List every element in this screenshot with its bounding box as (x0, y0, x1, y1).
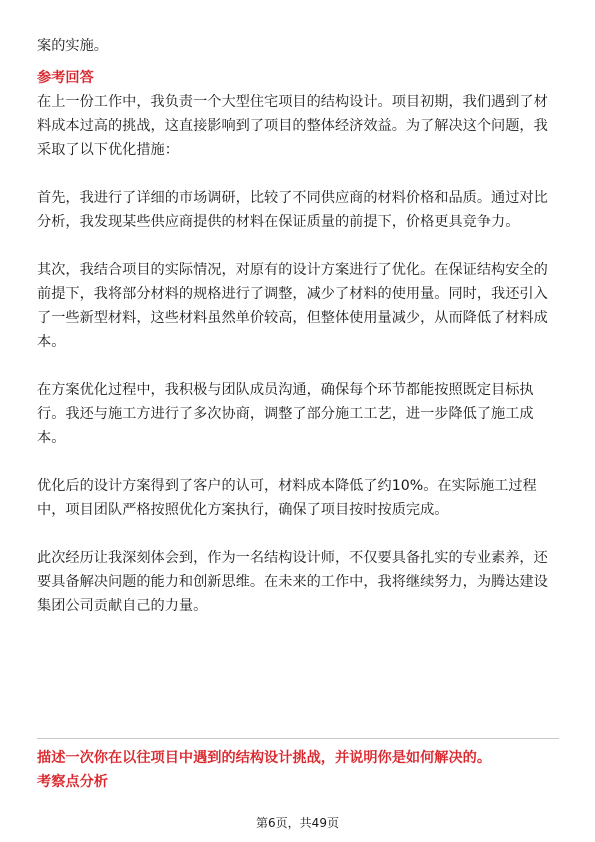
answer-heading: 参考回答 (37, 70, 94, 86)
paragraph-line: 料成本过高的挑战，这直接影响到了项目的整体经济效益。为了解决这个问题，我 (37, 118, 548, 134)
paragraph-line: 在上一份工作中，我负责一个大型住宅项目的结构设计。项目初期，我们遇到了材 (37, 94, 548, 110)
paragraph-line: 本。 (37, 430, 66, 446)
spacer (37, 58, 559, 66)
spacer (37, 522, 559, 546)
paragraph-line: 分析，我发现某些供应商提供的材料在保证质量的前提下，价格更具竞争力。 (37, 214, 520, 230)
paragraph-1 (37, 90, 559, 162)
spacer (37, 354, 559, 378)
paragraph-line: 要具备解决问题的能力和创新思维。在未来的工作中，我将继续努力，为腾达建设 (37, 574, 548, 590)
spacer (37, 450, 559, 474)
paragraph-line: 前提下，我将部分材料的规格进行了调整，减少了材料的使用量。同时，我还引入 (37, 286, 548, 302)
paragraph-line: 其次，我结合项目的实际情况，对原有的设计方案进行了优化。在保证结构安全的 (37, 262, 548, 278)
paragraph-3 (37, 258, 559, 354)
paragraph-line: 采取了以下优化措施： (37, 142, 179, 158)
question-heading: 描述一次你在以往项目中遇到的结构设计挑战，并说明你是如何解决的。 (37, 750, 492, 766)
paragraph-2 (37, 186, 559, 234)
paragraph-5 (37, 474, 559, 522)
page-number: 第6页，共49页 (256, 816, 339, 830)
paragraph-4 (37, 378, 559, 450)
paragraph-6 (37, 546, 559, 618)
paragraph-line: 了一些新型材料，这些材料虽然单价较高，但整体使用量减少，从而降低了材料成 (37, 310, 548, 326)
paragraph-line: 中，项目团队严格按照优化方案执行，确保了项目按时按质完成。 (37, 502, 449, 518)
spacer (37, 162, 559, 186)
intro-tail-text: 案的实施。 (37, 38, 108, 54)
paragraph-line: 在方案优化过程中，我积极与团队成员沟通，确保每个环节都能按照既定目标执 (37, 382, 534, 398)
paragraph-line: 行。我还与施工方进行了多次协商，调整了部分施工工艺，进一步降低了施工成 (37, 406, 534, 422)
paragraph-line: 优化后的设计方案得到了客户的认可，材料成本降低了约10%。在实际施工过程 (37, 478, 537, 494)
next-question-block (37, 746, 559, 794)
analysis-heading: 考察点分析 (37, 774, 108, 790)
document-body (37, 34, 559, 618)
paragraph-line: 此次经历让我深刻体会到，作为一名结构设计师，不仅要具备扎实的专业素养，还 (37, 550, 548, 566)
paragraph-line: 集团公司贡献自己的力量。 (37, 598, 208, 614)
section-divider (37, 738, 559, 739)
paragraph-line: 首先，我进行了详细的市场调研，比较了不同供应商的材料价格和品质。通过对比 (37, 190, 548, 206)
spacer (37, 234, 559, 258)
paragraph-line: 本。 (37, 334, 66, 350)
